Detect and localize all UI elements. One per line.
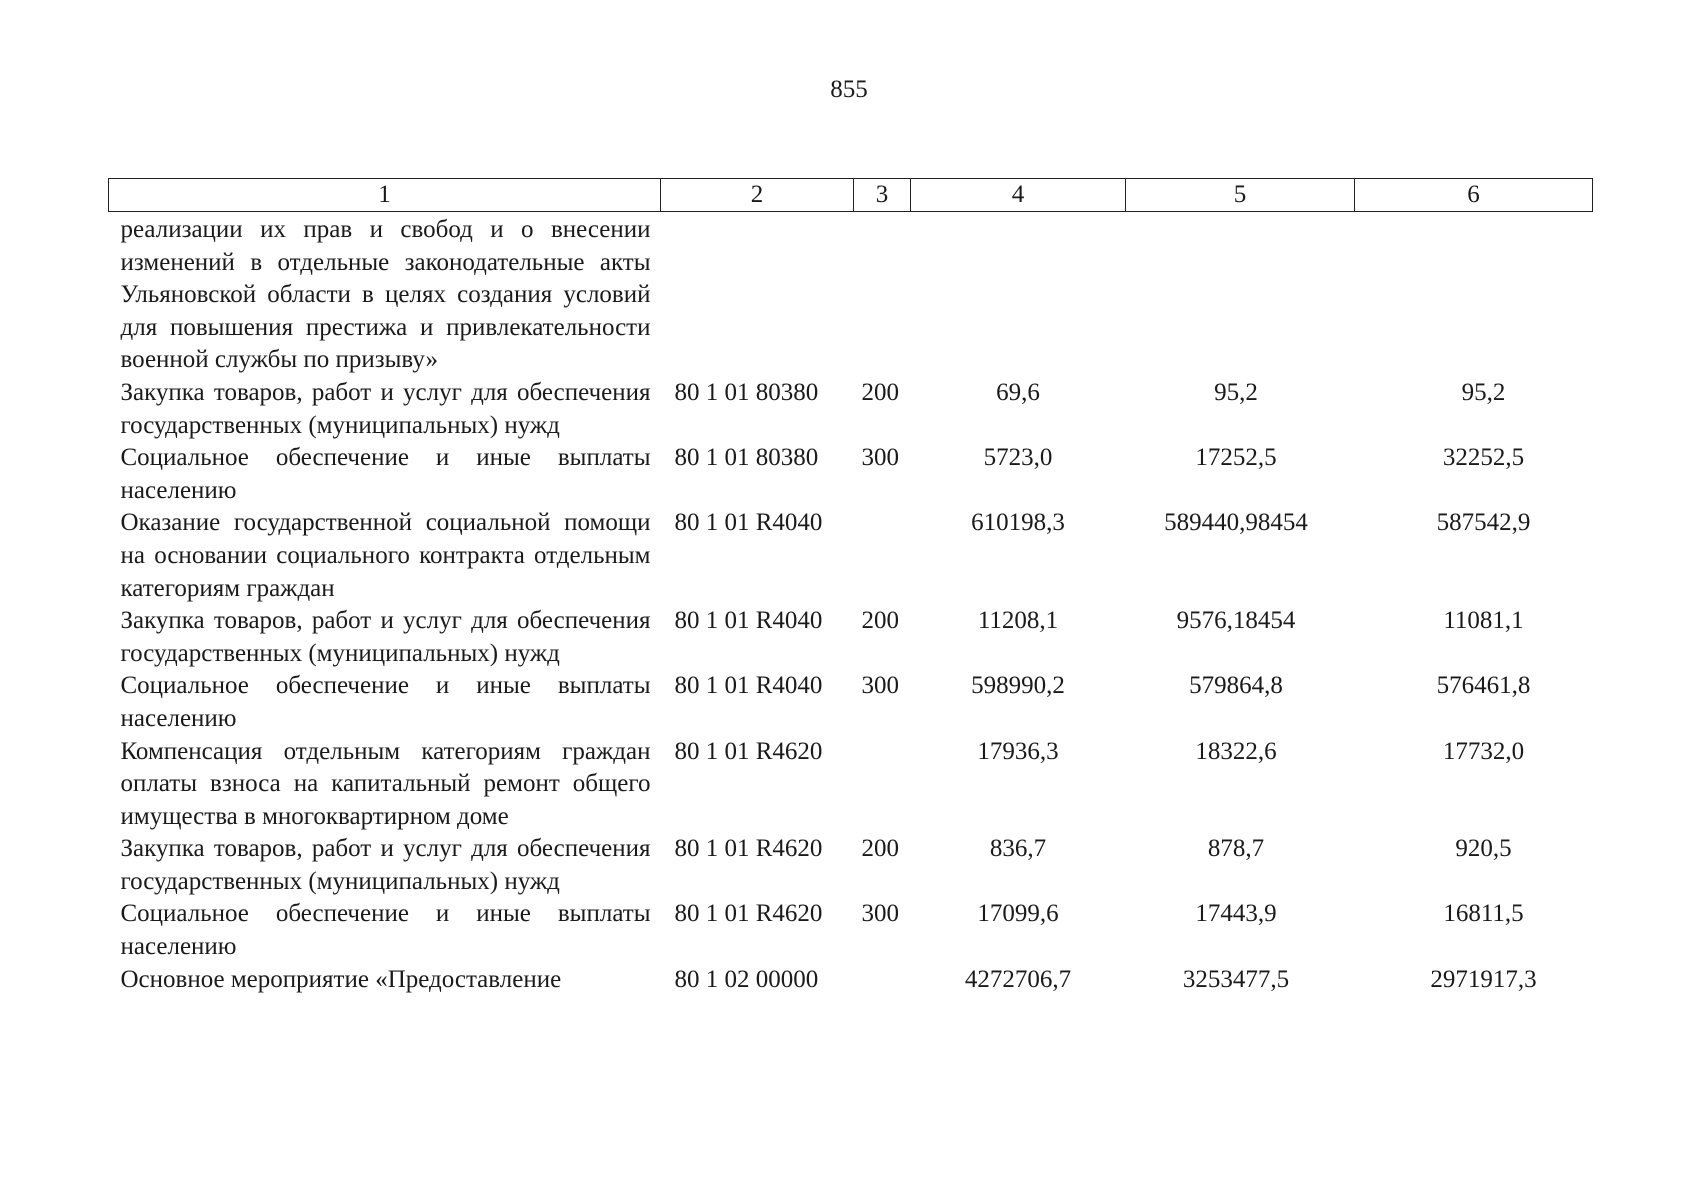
table-row (109, 605, 1593, 670)
row-name: Социальное обеспечение и иные выплаты населению (120, 672, 651, 732)
row-name: Закупка товаров, работ и услуг для обеспечения государственных (муниципальных) нужд (120, 835, 651, 895)
row-name: Основное мероприятие «Предоставление (120, 965, 562, 993)
row-value-col4: 4272706,7 (964, 965, 1072, 993)
column-header: 3 (854, 179, 911, 212)
row-expense-type: 200 (861, 835, 899, 863)
column-header: 2 (661, 179, 854, 212)
row-value-col5: 579864,8 (1189, 672, 1283, 700)
row-value-col5: 589440,98454 (1164, 509, 1308, 537)
row-value-col4: 17099,6 (977, 900, 1059, 928)
column-header: 6 (1355, 179, 1593, 212)
table-row (109, 212, 1593, 377)
row-value-col6: 17732,0 (1442, 737, 1525, 765)
row-value-col4: 69,6 (996, 378, 1040, 406)
row-expense-type: 300 (861, 900, 899, 928)
row-value-col6: 95,2 (1461, 378, 1506, 406)
table-row (109, 736, 1593, 834)
page-number: 855 (830, 76, 868, 103)
row-value-col5: 18322,6 (1195, 737, 1277, 765)
row-value-col6: 587542,9 (1436, 509, 1531, 537)
row-value-col4: 17936,3 (977, 737, 1059, 765)
header-row (109, 179, 1593, 212)
row-code: 80 1 01 R4620 (674, 900, 823, 928)
row-value-col6: 920,5 (1455, 835, 1512, 863)
table-row (109, 833, 1593, 898)
row-value-col6: 32252,5 (1442, 444, 1525, 472)
row-code: 80 1 01 R4040 (674, 509, 823, 537)
row-name: Компенсация отдельным категориям граждан оплаты взноса на капитальный ремонт общего имущества в многоквартирном доме (120, 737, 651, 830)
row-value-col5: 3253477,5 (1182, 965, 1290, 993)
column-header: 5 (1126, 179, 1355, 212)
row-value-col4: 11208,1 (977, 607, 1059, 635)
row-value-col5: 95,2 (1214, 378, 1258, 406)
continuation-text: реализации их прав и свобод и о внесении изменений в отдельные законодательные акты Ульяновской области в целях создания условий для повышения престижа и привлекательности военной службы по призыву» (120, 216, 651, 374)
row-name: Социальное обеспечение и иные выплаты населению (120, 900, 651, 961)
column-header: 4 (911, 179, 1126, 212)
row-value-col4: 836,7 (989, 835, 1047, 863)
row-value-col4: 610198,3 (971, 509, 1065, 537)
row-name: Оказание государственной социальной помощи на основании социального контракта отдельным категориям граждан (120, 509, 651, 602)
row-value-col5: 9576,18454 (1176, 607, 1296, 635)
table-row (109, 964, 1593, 997)
row-value-col5: 878,7 (1207, 835, 1265, 863)
row-code: 80 1 01 80380 (674, 378, 819, 406)
row-code: 80 1 01 80380 (674, 444, 819, 472)
row-name: Социальное обеспечение и иные выплаты населению (120, 444, 651, 504)
row-value-col5: 17252,5 (1195, 444, 1277, 472)
table-row (109, 507, 1593, 605)
row-expense-type (854, 736, 911, 834)
row-expense-type: 300 (861, 444, 899, 472)
row-expense-type (854, 964, 911, 997)
budget-table (108, 178, 1593, 996)
table-row (109, 898, 1593, 963)
table-row (109, 670, 1593, 735)
row-expense-type (854, 507, 911, 605)
row-value-col4: 5723,0 (983, 444, 1053, 472)
table-row (109, 377, 1593, 442)
row-name: Закупка товаров, работ и услуг для обеспечения государственных (муниципальных) нужд (120, 378, 651, 439)
row-code: 80 1 02 00000 (674, 965, 819, 993)
column-header: 1 (109, 179, 661, 212)
row-expense-type: 200 (861, 378, 899, 406)
row-value-col5: 17443,9 (1195, 900, 1277, 928)
row-value-col4: 598990,2 (971, 672, 1065, 700)
row-expense-type: 300 (861, 672, 899, 700)
row-expense-type: 200 (861, 607, 899, 635)
row-value-col6: 576461,8 (1436, 672, 1531, 700)
row-name: Закупка товаров, работ и услуг для обеспечения государственных (муниципальных) нужд (120, 607, 651, 667)
row-code: 80 1 01 R4620 (674, 737, 823, 765)
row-value-col6: 16811,5 (1443, 900, 1524, 928)
row-code: 80 1 01 R4040 (674, 672, 823, 700)
row-code: 80 1 01 R4620 (674, 835, 823, 863)
table-row (109, 442, 1593, 507)
row-value-col6: 11081,1 (1443, 607, 1524, 635)
row-code: 80 1 01 R4040 (674, 607, 823, 635)
row-value-col6: 2971917,3 (1430, 965, 1537, 993)
